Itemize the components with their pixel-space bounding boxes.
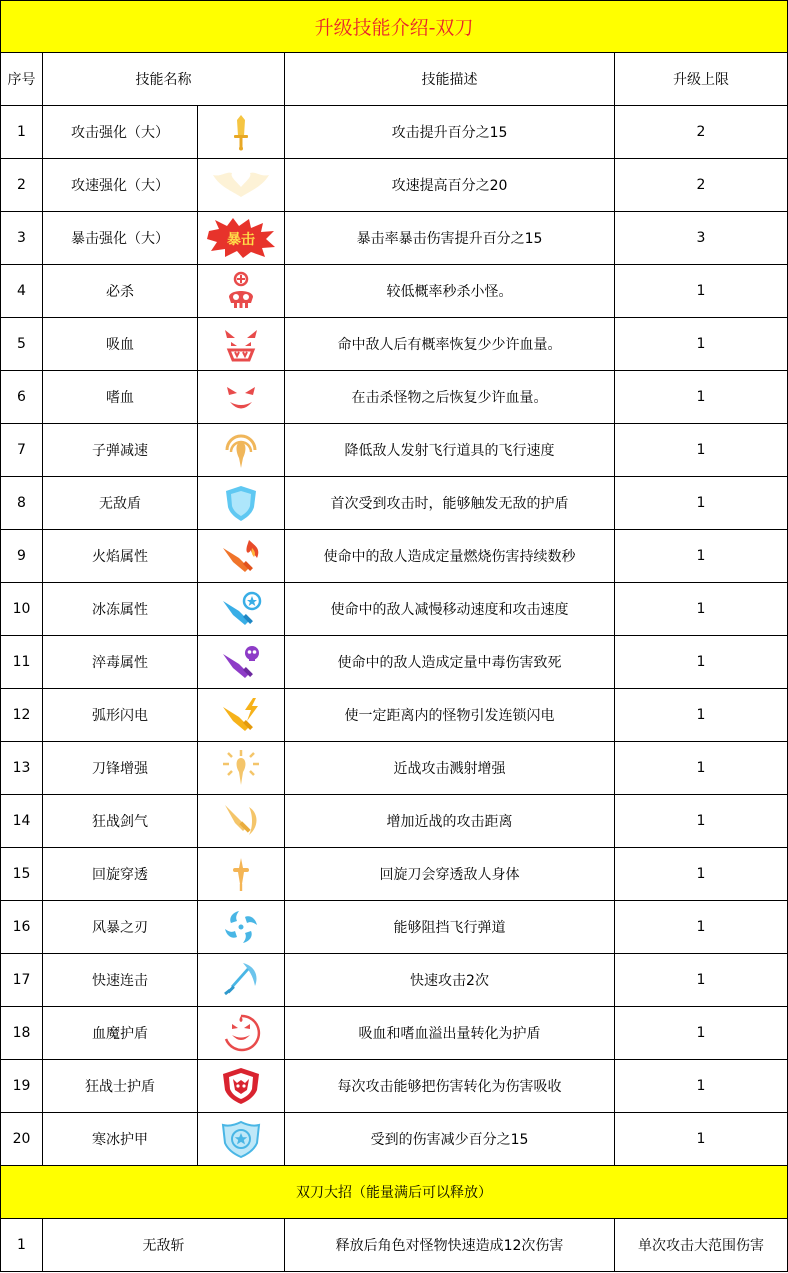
skill-description: 降低敌人发射飞行道具的飞行速度 (285, 424, 615, 477)
skill-name: 冰冻属性 (43, 583, 198, 636)
skill-icon-cell (198, 742, 285, 795)
skill-name: 必杀 (43, 265, 198, 318)
header-desc: 技能描述 (285, 53, 615, 106)
skill-index: 17 (1, 954, 43, 1007)
skill-index: 8 (1, 477, 43, 530)
skill-index: 16 (1, 901, 43, 954)
storm-blades-icon (198, 907, 284, 947)
ultimate-name: 无敌斩 (43, 1219, 285, 1272)
table-row (1, 689, 788, 742)
skill-icon-cell (198, 265, 285, 318)
skill-name: 无敌盾 (43, 477, 198, 530)
skill-upgrade-limit: 1 (615, 477, 788, 530)
table-row (1, 106, 788, 159)
skill-description: 每次攻击能够把伤害转化为伤害吸收 (285, 1060, 615, 1113)
table-row (1, 212, 788, 265)
table-row (1, 371, 788, 424)
skill-upgrade-limit: 1 (615, 371, 788, 424)
skill-name: 子弹减速 (43, 424, 198, 477)
skill-upgrade-limit: 1 (615, 795, 788, 848)
skill-index: 14 (1, 795, 43, 848)
skill-upgrade-limit: 1 (615, 901, 788, 954)
skill-index: 18 (1, 1007, 43, 1060)
wings-icon (198, 165, 284, 205)
skill-name: 狂战剑气 (43, 795, 198, 848)
skill-upgrade-limit: 1 (615, 636, 788, 689)
fire-blade-icon (198, 536, 284, 576)
ultimate-upgrade-limit: 单次攻击大范围伤害 (615, 1219, 788, 1272)
skill-description: 增加近战的攻击距离 (285, 795, 615, 848)
table-row (1, 159, 788, 212)
skill-description: 快速攻击2次 (285, 954, 615, 1007)
skill-upgrade-limit: 1 (615, 265, 788, 318)
table-row (1, 318, 788, 371)
skill-index: 5 (1, 318, 43, 371)
page-title: 升级技能介绍-双刀 (1, 1, 788, 53)
ultimate-index: 1 (1, 1219, 43, 1272)
table-row (1, 1007, 788, 1060)
skull-crosshair-icon (198, 271, 284, 311)
radiant-blade-icon (198, 748, 284, 788)
skill-icon-cell (198, 477, 285, 530)
skill-index: 10 (1, 583, 43, 636)
skill-upgrade-limit: 1 (615, 530, 788, 583)
piercing-dagger-icon (198, 854, 284, 894)
header-index: 序号 (1, 53, 43, 106)
skill-index: 9 (1, 530, 43, 583)
skill-icon-cell (198, 636, 285, 689)
skill-icon-cell (198, 1007, 285, 1060)
skill-upgrade-limit: 1 (615, 1060, 788, 1113)
frost-armor-icon (198, 1119, 284, 1159)
skill-index: 12 (1, 689, 43, 742)
skill-upgrade-limit: 2 (615, 159, 788, 212)
blood-demon-shield-icon (198, 1013, 284, 1053)
skill-name: 弧形闪电 (43, 689, 198, 742)
ultimate-description: 释放后角色对怪物快速造成12次伤害 (285, 1219, 615, 1272)
skill-icon-cell (198, 583, 285, 636)
skill-index: 11 (1, 636, 43, 689)
title-row (1, 1, 788, 53)
skill-name: 淬毒属性 (43, 636, 198, 689)
skill-icon-cell (198, 106, 285, 159)
table-row (1, 954, 788, 1007)
skill-upgrade-limit: 3 (615, 212, 788, 265)
lightning-blade-icon (198, 695, 284, 735)
skill-name: 狂战士护盾 (43, 1060, 198, 1113)
ultimate-section-row (1, 1166, 788, 1219)
skill-index: 6 (1, 371, 43, 424)
skill-index: 20 (1, 1113, 43, 1166)
skill-index: 4 (1, 265, 43, 318)
skill-description: 暴击率暴击伤害提升百分之15 (285, 212, 615, 265)
golden-sword-icon (198, 112, 284, 152)
skill-index: 7 (1, 424, 43, 477)
skill-icon-cell (198, 954, 285, 1007)
poison-blade-icon (198, 642, 284, 682)
table-row (1, 901, 788, 954)
table-row (1, 583, 788, 636)
vampire-face-icon (198, 324, 284, 364)
header-row (1, 53, 788, 106)
skill-description: 使命中的敌人减慢移动速度和攻击速度 (285, 583, 615, 636)
table-row (1, 848, 788, 901)
skill-upgrade-limit: 1 (615, 424, 788, 477)
skill-icon-cell (198, 848, 285, 901)
skill-name: 血魔护盾 (43, 1007, 198, 1060)
skill-icon-cell (198, 159, 285, 212)
header-name: 技能名称 (43, 53, 285, 106)
skill-icon-cell (198, 371, 285, 424)
skill-description: 命中敌人后有概率恢复少少许血量。 (285, 318, 615, 371)
crit-burst-icon (198, 217, 284, 259)
skill-upgrade-limit: 1 (615, 583, 788, 636)
shield-icon (198, 483, 284, 523)
skill-name: 吸血 (43, 318, 198, 371)
skill-description: 攻速提高百分之20 (285, 159, 615, 212)
demon-face-icon (198, 377, 284, 417)
skill-index: 15 (1, 848, 43, 901)
skill-upgrade-limit: 1 (615, 848, 788, 901)
table-row (1, 636, 788, 689)
sword-wave-icon (198, 801, 284, 841)
skill-upgrade-limit: 1 (615, 689, 788, 742)
skill-icon-cell (198, 1113, 285, 1166)
skill-index: 2 (1, 159, 43, 212)
ice-blade-icon (198, 589, 284, 629)
skill-icon-cell (198, 689, 285, 742)
berserker-shield-icon (198, 1066, 284, 1106)
header-limit: 升级上限 (615, 53, 788, 106)
table-row (1, 265, 788, 318)
skill-name: 攻击强化（大） (43, 106, 198, 159)
skill-index: 19 (1, 1060, 43, 1113)
skill-name: 刀锋增强 (43, 742, 198, 795)
skill-description: 使命中的敌人造成定量中毒伤害致死 (285, 636, 615, 689)
skill-description: 较低概率秒杀小怪。 (285, 265, 615, 318)
skill-icon-cell (198, 318, 285, 371)
skill-description: 受到的伤害减少百分之15 (285, 1113, 615, 1166)
skill-upgrade-limit: 1 (615, 318, 788, 371)
skill-icon-cell (198, 530, 285, 583)
skill-name: 嗜血 (43, 371, 198, 424)
quick-strike-icon (198, 960, 284, 1000)
skill-icon-cell (198, 424, 285, 477)
skill-index: 1 (1, 106, 43, 159)
skill-upgrade-limit: 1 (615, 1007, 788, 1060)
table-row (1, 742, 788, 795)
skill-description: 回旋刀会穿透敌人身体 (285, 848, 615, 901)
table-row (1, 795, 788, 848)
skill-description: 能够阻挡飞行弹道 (285, 901, 615, 954)
skill-description: 近战攻击溅射增强 (285, 742, 615, 795)
skill-icon-cell (198, 212, 285, 265)
table-row (1, 1113, 788, 1166)
slow-bullet-icon (198, 430, 284, 470)
skill-description: 攻击提升百分之15 (285, 106, 615, 159)
ultimate-section-title: 双刀大招（能量满后可以释放） (1, 1166, 788, 1219)
skill-index: 3 (1, 212, 43, 265)
skill-description: 使命中的敌人造成定量燃烧伤害持续数秒 (285, 530, 615, 583)
skill-icon-cell (198, 795, 285, 848)
skill-description: 首次受到攻击时，能够触发无敌的护盾 (285, 477, 615, 530)
skill-name: 攻速强化（大） (43, 159, 198, 212)
skill-name: 寒冰护甲 (43, 1113, 198, 1166)
table-row (1, 424, 788, 477)
skill-icon-cell (198, 1060, 285, 1113)
skill-description: 使一定距离内的怪物引发连锁闪电 (285, 689, 615, 742)
skill-description: 吸血和嗜血溢出量转化为护盾 (285, 1007, 615, 1060)
skill-icon-cell (198, 901, 285, 954)
table-row (1, 1060, 788, 1113)
skill-name: 火焰属性 (43, 530, 198, 583)
skill-upgrade-limit: 1 (615, 1113, 788, 1166)
skill-upgrade-limit: 1 (615, 954, 788, 1007)
skill-upgrade-limit: 1 (615, 742, 788, 795)
table-row (1, 530, 788, 583)
skill-name: 暴击强化（大） (43, 212, 198, 265)
skill-name: 快速连击 (43, 954, 198, 1007)
skill-name: 回旋穿透 (43, 848, 198, 901)
skill-name: 风暴之刃 (43, 901, 198, 954)
table-row (1, 477, 788, 530)
svg-text:暴击: 暴击 (227, 232, 255, 248)
skill-index: 13 (1, 742, 43, 795)
ultimate-row (1, 1219, 788, 1272)
skill-description: 在击杀怪物之后恢复少许血量。 (285, 371, 615, 424)
skill-upgrade-limit: 2 (615, 106, 788, 159)
